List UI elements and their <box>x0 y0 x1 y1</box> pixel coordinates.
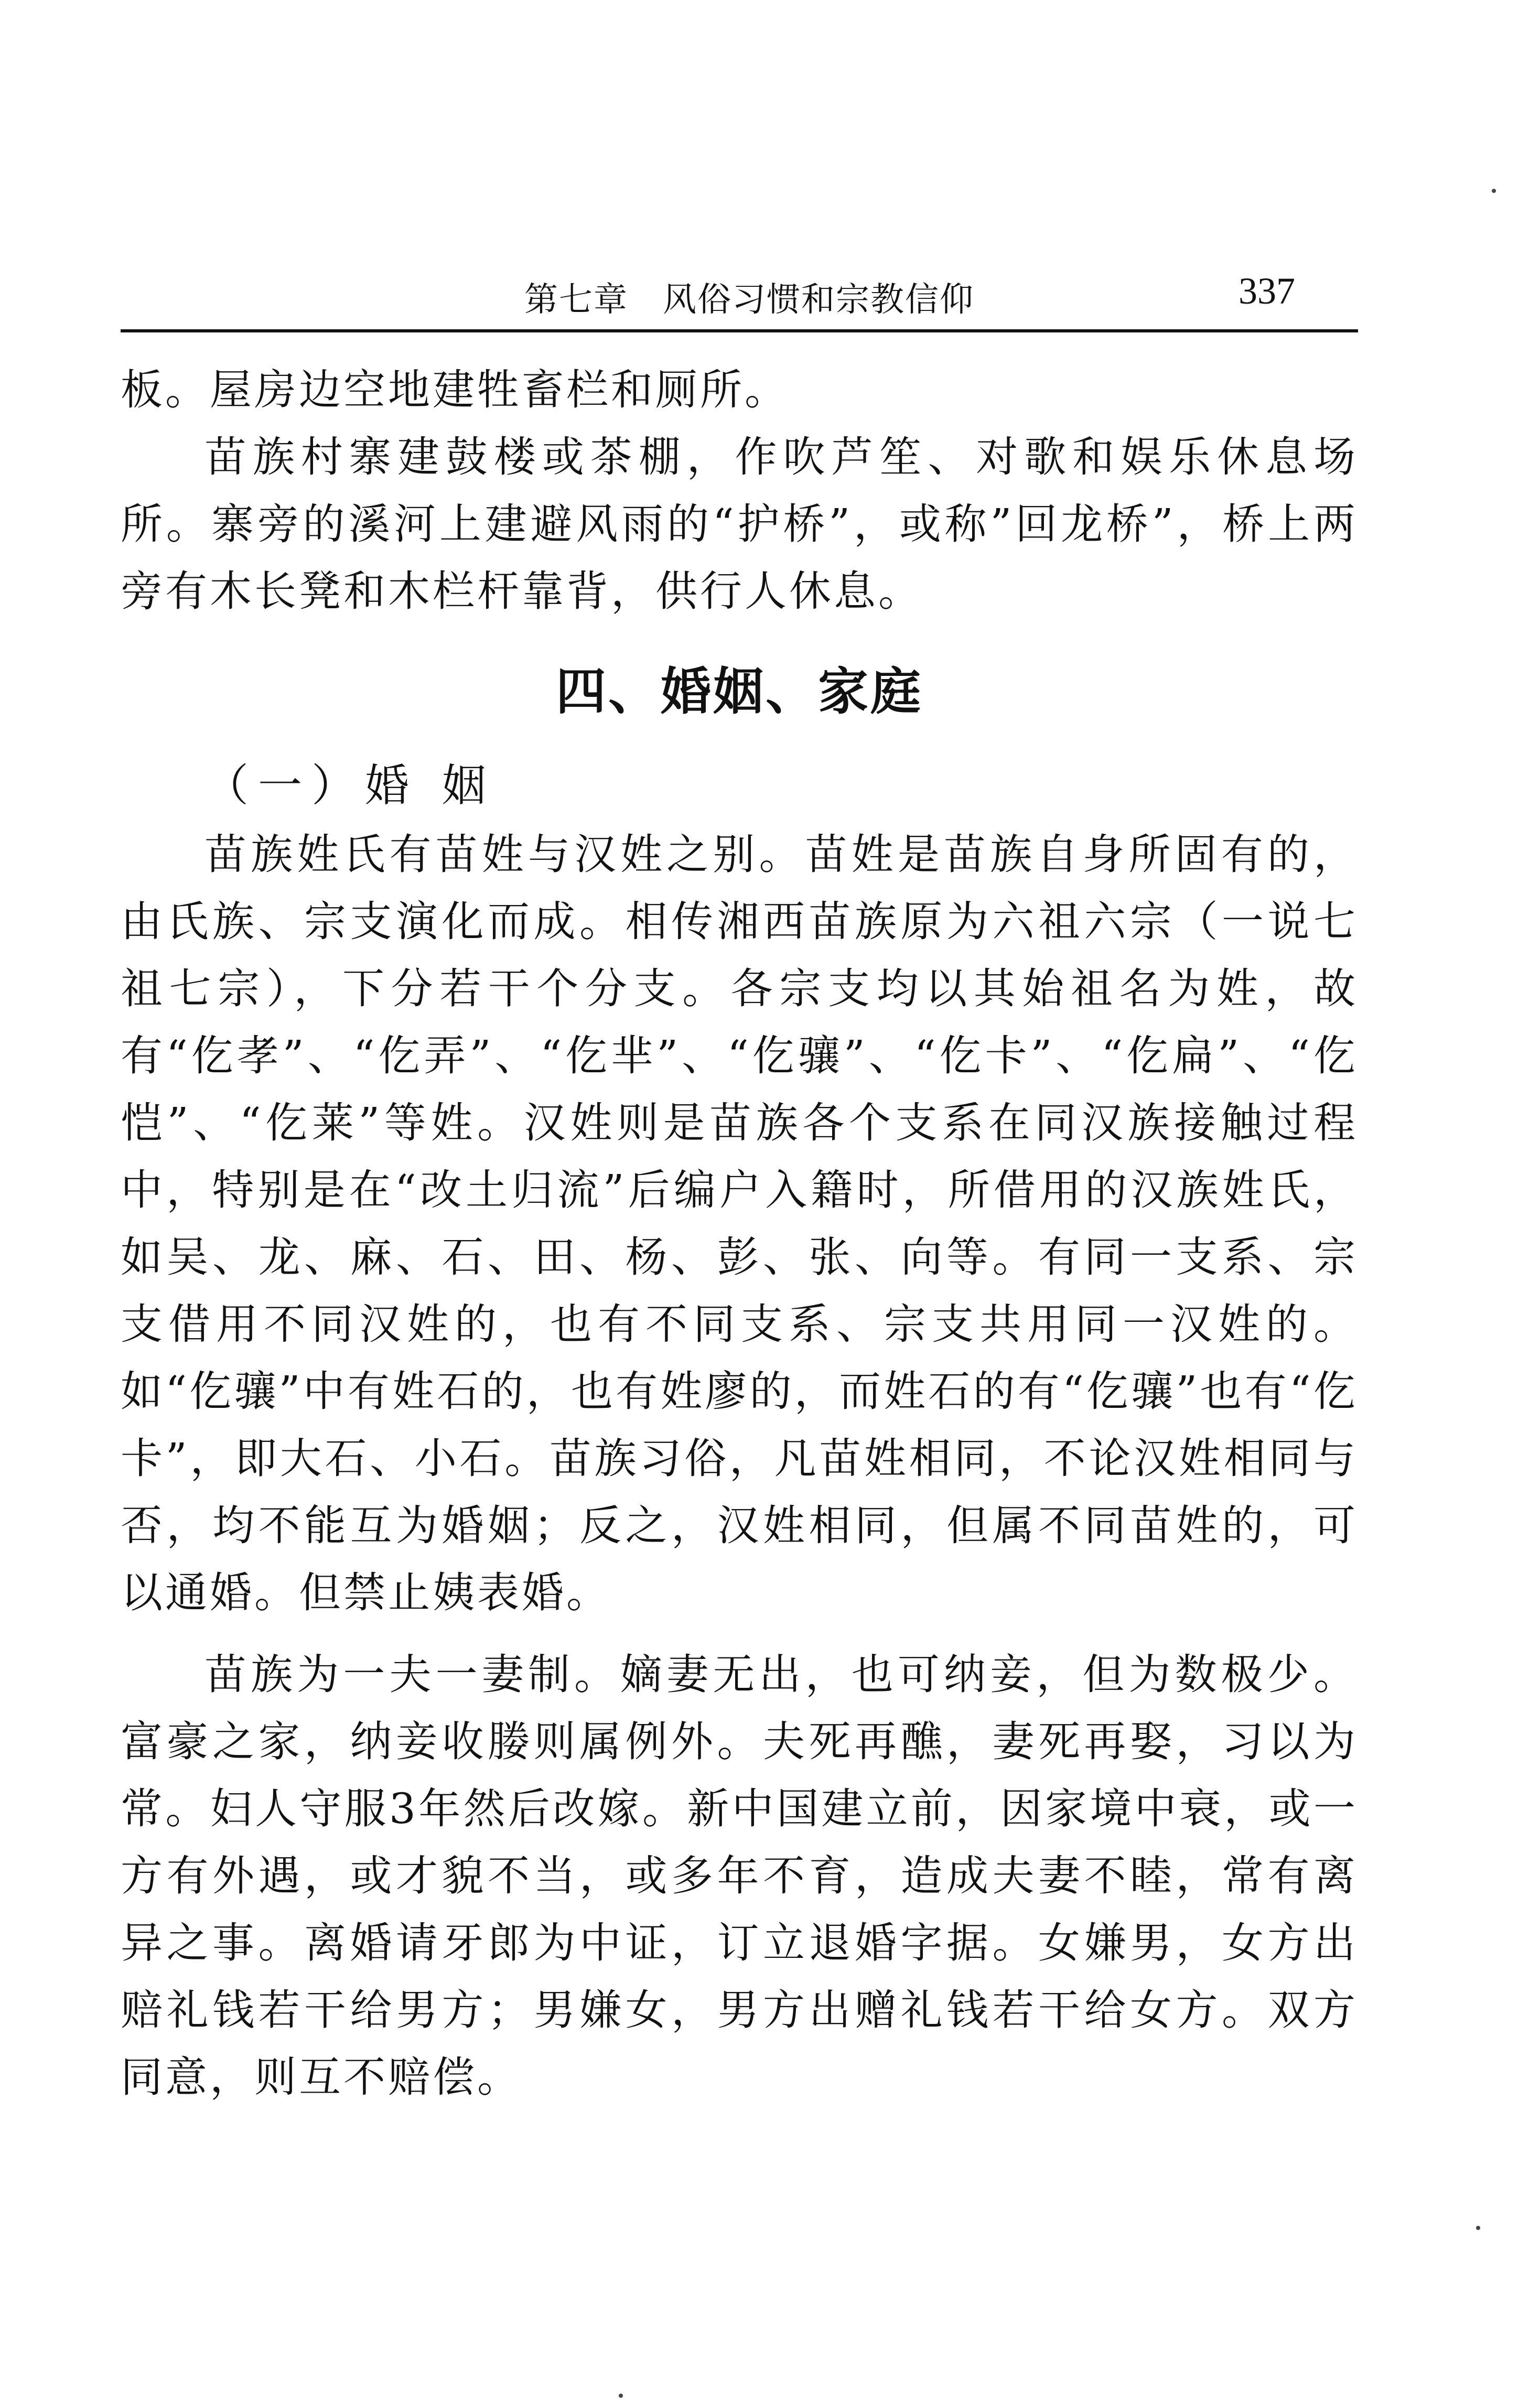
running-header <box>121 262 1358 325</box>
paragraph: 板。屋房边空地建牲畜栏和厕所。 <box>121 365 789 414</box>
body-text <box>121 357 1358 2111</box>
scan-speck <box>1476 2226 1480 2230</box>
paragraph: 苗族为一夫一妻制。嫡妻无出，也可纳妾，但为数极少。富豪之家，纳妾收媵则属例外。夫死再醮，妻死再娶，习以为常。妇人守服3年然后改嫁。新中国建立前，因家境中衰，或一方有外遇，或才貌不当，或多年不育，造成夫妻不睦，常有离异之事。离婚请牙郎为中证，订立退婚字据。女嫌男，女方出赔礼钱若干给男方；男嫌女，男方出赠礼钱若干给女方。双方同意，则互不赔偿。 <box>121 1650 1358 2102</box>
section-title: 四、婚姻、家庭 <box>556 662 923 721</box>
chapter-title: 第七章 风俗习惯和宗教信仰 <box>524 281 974 319</box>
paragraph: 苗族姓氏有苗姓与汉姓之别。苗姓是苗族自身所固有的，由氏族、宗支演化而成。相传湘西苗族原为六祖六宗（一说七祖七宗），下分若干个分支。各宗支均以其始祖名为姓，故有“仡孝”、“仡弄”、“仡芈”、“仡骧”、“仡卡”、“仡扁”、“仡恺”、“仡莱”等姓。汉姓则是苗族各个支系在同汉族接触过程中，特别是在“改土归流”后编户入籍时，所借用的汉族姓氏，如吴、龙、麻、石、田、杨、彭、张、向等。有同一支系、宗支借用不同汉姓的，也有不同支系、宗支共用同一汉姓的。如“仡骧”中有姓石的，也有姓廖的，而姓石的有“仡骧”也有“仡卡”，即大石、小石。苗族习俗，凡苗姓相同，不论汉姓相同与否，均不能互为婚姻；反之，汉姓相同，但属不同苗姓的，可以通婚。但禁止姨表婚。 <box>121 830 1358 1617</box>
scan-speck <box>1492 189 1496 193</box>
paragraph: 苗族村寨建鼓楼或茶棚，作吹芦笙、对歌和娱乐休息场所。寨旁的溪河上建避风雨的“护桥”，或称”回龙桥”，桥上两旁有木长凳和木栏杆靠背，供行人休息。 <box>121 433 1358 616</box>
header-rule <box>121 329 1358 332</box>
page-number: 337 <box>1239 270 1295 312</box>
subsection-title: （一）婚 姻 <box>204 760 496 811</box>
scan-speck <box>619 2394 623 2398</box>
paragraph-gap <box>121 1627 1358 1641</box>
